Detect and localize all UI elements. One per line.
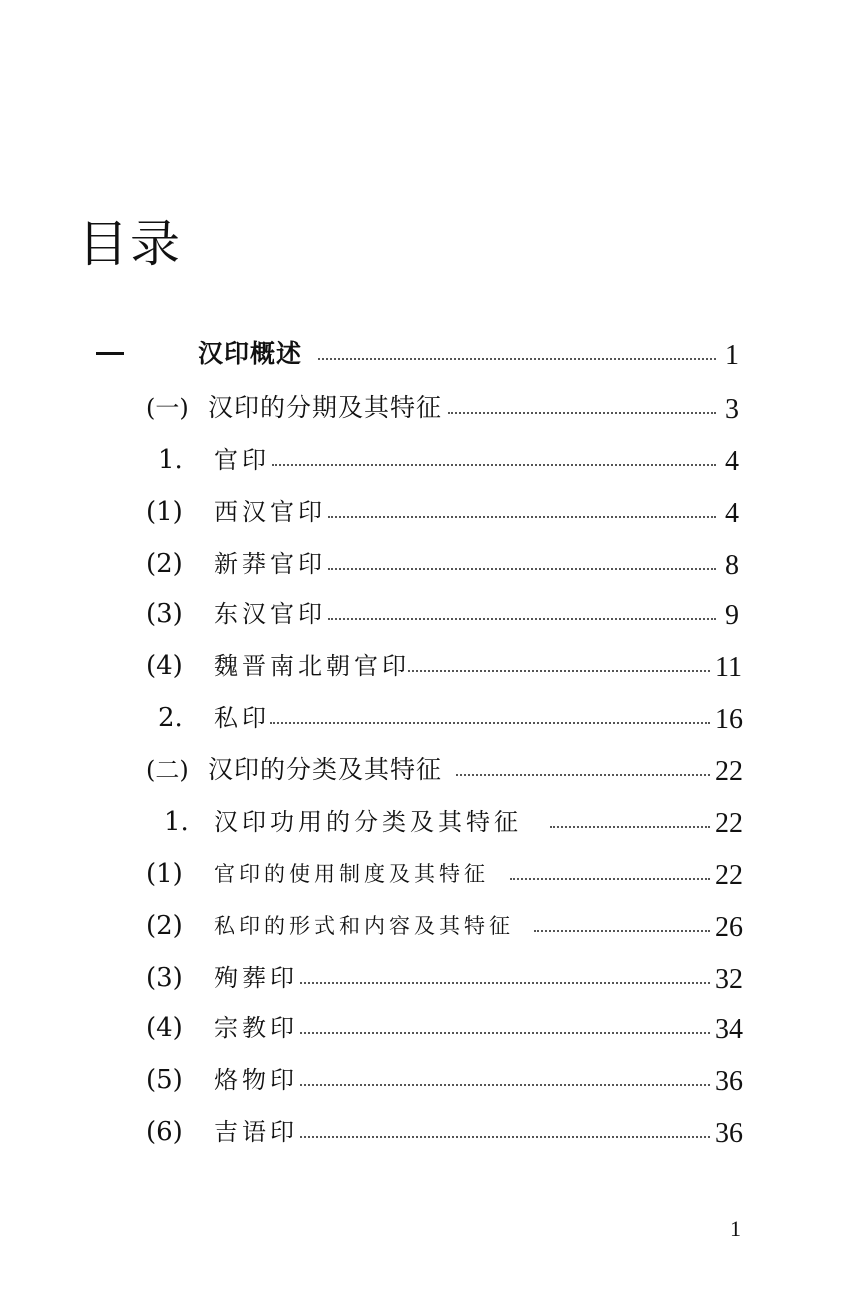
toc-entry-label: 西汉官印 bbox=[214, 498, 326, 526]
toc-entry-label: 私印 bbox=[214, 704, 270, 732]
toc-entry-number: 1. bbox=[158, 445, 183, 475]
dot-leader bbox=[448, 412, 716, 414]
dot-leader bbox=[534, 930, 710, 932]
toc-entry-label: 汉印的分期及其特征 bbox=[208, 393, 443, 422]
toc-entry-page: 11 bbox=[715, 652, 742, 683]
toc-entry-page: 26 bbox=[715, 912, 743, 943]
toc-entry-label: 官印的使用制度及其特征 bbox=[214, 862, 489, 886]
toc-entry-number: (4) bbox=[146, 1013, 183, 1043]
toc-entry-number: 1. bbox=[164, 807, 189, 837]
toc-entry-page: 1 bbox=[725, 340, 739, 371]
toc-entry-number: (3) bbox=[146, 599, 183, 629]
dot-leader bbox=[300, 982, 710, 984]
toc-entry-label: 汉印的分类及其特征 bbox=[208, 755, 443, 784]
toc-entry-number: (6) bbox=[146, 1117, 183, 1147]
dot-leader bbox=[456, 774, 710, 776]
dot-leader bbox=[328, 618, 716, 620]
toc-entry-number: (4) bbox=[146, 651, 183, 681]
toc-entry-page: 4 bbox=[725, 446, 739, 477]
dot-leader bbox=[408, 670, 710, 672]
toc-entry-label: 殉葬印 bbox=[214, 964, 298, 992]
toc-entry-label: 官印 bbox=[214, 446, 270, 474]
toc-entry-label: 东汉官印 bbox=[214, 600, 326, 628]
dot-leader bbox=[270, 722, 710, 724]
toc-entry-number: (3) bbox=[146, 963, 183, 993]
toc-entry-number: 2. bbox=[158, 703, 183, 733]
page-title: 目录 bbox=[78, 215, 182, 273]
toc-entry-page: 34 bbox=[715, 1014, 743, 1045]
toc-entry-number: (5) bbox=[146, 1065, 183, 1095]
toc-entry-page: 22 bbox=[715, 860, 743, 891]
toc-entry-label: 宗教印 bbox=[214, 1014, 298, 1042]
dot-leader bbox=[272, 464, 716, 466]
chapter-dash-marker bbox=[96, 352, 124, 355]
toc-entry-page: 9 bbox=[725, 600, 739, 631]
toc-entry-number: (2) bbox=[146, 911, 183, 941]
toc-entry-page: 36 bbox=[715, 1118, 743, 1149]
toc-entry-label: 新莽官印 bbox=[214, 550, 326, 578]
toc-entry-label: 汉印功用的分类及其特征 bbox=[214, 808, 522, 836]
toc-entry-label: 吉语印 bbox=[214, 1118, 298, 1146]
toc-entry-page: 22 bbox=[715, 808, 743, 839]
dot-leader bbox=[318, 358, 716, 360]
toc-entry-number: (1) bbox=[146, 497, 183, 527]
toc-entry-page: 32 bbox=[715, 964, 743, 995]
toc-entry-label: 私印的形式和内容及其特征 bbox=[214, 914, 514, 938]
toc-entry-number: (1) bbox=[146, 859, 183, 889]
toc-entry-page: 8 bbox=[725, 550, 739, 581]
toc-entry-label: 魏晋南北朝官印 bbox=[214, 652, 410, 680]
toc-entry-number: (二) bbox=[146, 756, 189, 784]
dot-leader bbox=[550, 826, 710, 828]
toc-entry-page: 22 bbox=[715, 756, 743, 787]
toc-entry-label: 汉印概述 bbox=[198, 339, 303, 368]
dot-leader bbox=[510, 878, 710, 880]
toc-entry-number: (一) bbox=[146, 394, 189, 422]
toc-entry-page: 3 bbox=[725, 394, 739, 425]
dot-leader bbox=[300, 1136, 710, 1138]
page-number: 1 bbox=[730, 1216, 741, 1241]
dot-leader bbox=[300, 1032, 710, 1034]
dot-leader bbox=[328, 568, 716, 570]
toc-entry-label: 烙物印 bbox=[214, 1066, 298, 1094]
toc-entry-page: 36 bbox=[715, 1066, 743, 1097]
toc-entry-number: (2) bbox=[146, 549, 183, 579]
dot-leader bbox=[328, 516, 716, 518]
toc-entry-page: 4 bbox=[725, 498, 739, 529]
toc-entry-page: 16 bbox=[715, 704, 743, 735]
dot-leader bbox=[300, 1084, 710, 1086]
